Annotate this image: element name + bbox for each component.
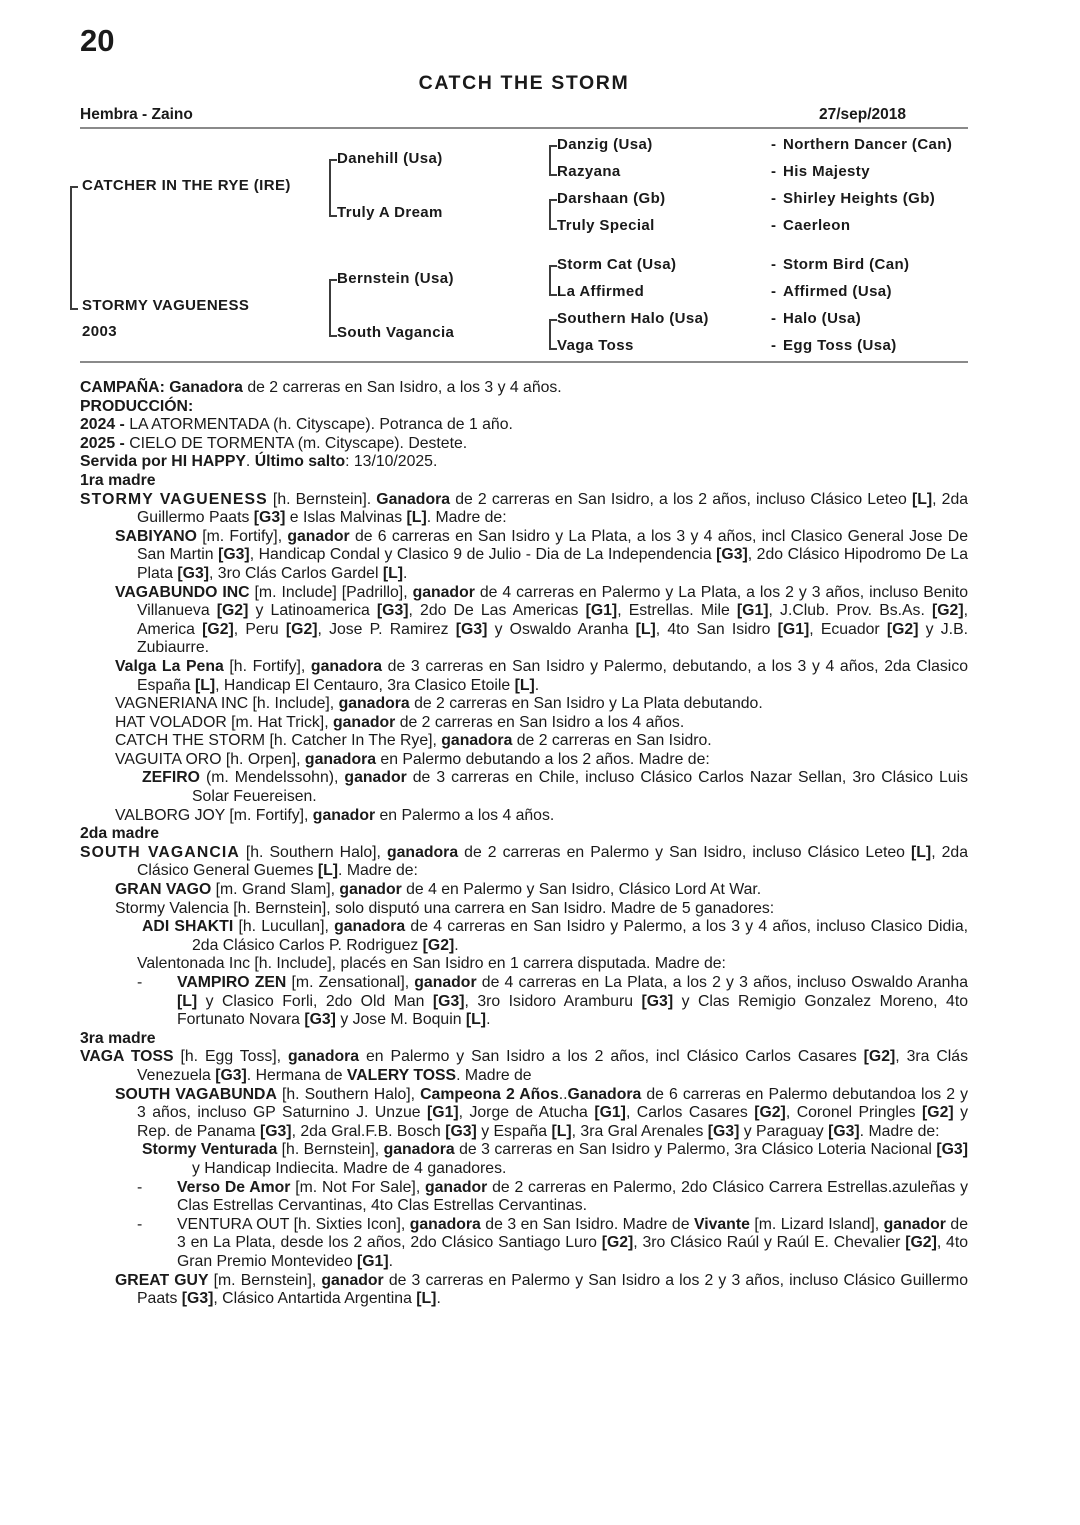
text-run: y Latinoamerica: [248, 602, 377, 620]
produce-record: [80, 379, 968, 1309]
text-run: VENTURA OUT [h. Sixties Icon],: [177, 1215, 410, 1233]
emphasis-text: [G2]: [422, 936, 455, 954]
text-run: y Paraguay: [739, 1122, 829, 1140]
text-run: [m. Bernstein],: [208, 1271, 322, 1289]
text-run: , Peru: [233, 620, 286, 638]
text-run: de 3 carreras en San Isidro y Palermo, debutando, a los 3 y 4 años, 2da Clasico España: [137, 657, 969, 694]
text-run: de 2 carreras en San Isidro, a los 2 años, incluso Clásico Leteo: [450, 490, 912, 508]
emphasis-text: [G1]: [594, 1104, 626, 1122]
emphasis-text: [L]: [465, 1011, 487, 1029]
pedigree-ancestor: Truly Special: [557, 217, 655, 234]
text-run: , 3ra Clás Venezuela: [137, 1048, 968, 1084]
emphasis-text: Verso De Amor: [177, 1178, 291, 1196]
emphasis-text: [G3]: [177, 564, 210, 582]
text-run: de 2 carreras en San Isidro.: [512, 732, 712, 750]
text-run: de 6 carreras en Palermo debutandoa los 2 y 3 años, incluso GP Saturnino J. Unzue: [137, 1085, 968, 1122]
gran-vago: [80, 881, 968, 900]
pedigree-connector-dash: -: [771, 310, 777, 327]
emphasis-text: ganador: [287, 527, 350, 545]
sabiyano: [80, 528, 968, 584]
valborg-joy: [80, 807, 968, 826]
pedigree-bracket: [549, 319, 557, 350]
text-run: HAT VOLADOR [m. Hat Trick],: [115, 713, 333, 731]
emphasis-text: ganadora: [409, 1215, 481, 1233]
emphasis-text: ADI SHAKTI: [142, 918, 234, 936]
emphasis-text: SOUTH VAGANCIA: [80, 843, 240, 861]
emphasis-text: PRODUCCIÓN:: [80, 397, 194, 415]
text-run: [h. Bernstein],: [277, 1141, 384, 1159]
pedigree-ancestor: - Halo (Usa): [771, 310, 862, 327]
emphasis-text: ganadora: [338, 695, 410, 713]
pedigree-ancestor: Danehill (Usa): [337, 150, 443, 167]
emphasis-text: [G3]: [445, 1122, 477, 1140]
text-run: de 3 en La Plata, desde los 2 años, 2do Clásico Santiago Luro: [177, 1215, 969, 1252]
text-run: , 2do Clásico Hipodromo De La Plata: [137, 546, 968, 582]
pedigree-sire: CATCHER IN THE RYE (IRE): [82, 177, 291, 194]
stormy-venturada: [80, 1141, 968, 1178]
emphasis-text: [L]: [911, 843, 932, 861]
text-run: [m. Not For Sale],: [290, 1178, 425, 1196]
text-run: ..: [558, 1085, 568, 1103]
pedigree-ancestor: Darshaan (Gb): [557, 190, 666, 207]
text-run: .: [436, 1290, 441, 1308]
text-run: : 13/10/2025.: [345, 453, 438, 471]
emphasis-text: [G3]: [641, 992, 674, 1010]
pedigree-ancestor: - Storm Bird (Can): [771, 256, 910, 273]
emphasis-text: [G2]: [601, 1234, 634, 1252]
vampiro-zen: [80, 974, 968, 1030]
pedigree-ancestor: Southern Halo (Usa): [557, 310, 709, 327]
emphasis-text: SABIYANO: [115, 527, 197, 545]
emphasis-text: [G3]: [215, 1066, 247, 1084]
emphasis-text: ganador: [883, 1215, 946, 1233]
emphasis-text: Ganadora: [376, 490, 451, 508]
emphasis-text: [L]: [406, 509, 427, 527]
pedigree-bracket: [549, 199, 557, 230]
text-run: . Madre de:: [338, 862, 418, 880]
pedigree-ancestor: Vaga Toss: [557, 337, 634, 354]
adi-shakti: [80, 918, 968, 955]
pedigree-ancestor: - His Majesty: [771, 163, 870, 180]
pedigree-connector-dash: -: [771, 136, 777, 153]
pedigree-connector-dash: -: [771, 163, 777, 180]
text-run: [h. Egg Toss],: [173, 1048, 288, 1066]
text-run: .: [388, 1252, 393, 1270]
text-run: de 4 en Palermo y San Isidro, Clásico Lord At War.: [401, 881, 762, 899]
pedigree-connector-dash: -: [771, 217, 777, 234]
pedigree-ancestor: Razyana: [557, 163, 621, 180]
emphasis-text: SOUTH VAGABUNDA: [115, 1085, 277, 1103]
pedigree-connector-dash: -: [771, 337, 777, 354]
list-dash: -: [137, 974, 143, 991]
emphasis-text: 2024 -: [80, 416, 130, 434]
text-run: . Madre de:: [426, 509, 507, 527]
vagabundo-inc: [80, 584, 968, 658]
emphasis-text: [L]: [177, 992, 198, 1010]
text-run: [h. Fortify],: [223, 657, 311, 675]
text-run: y Rep. de Panama: [137, 1104, 969, 1140]
text-run: , Coronel Pringles: [785, 1104, 923, 1122]
text-run: , Ecuador: [809, 620, 887, 638]
text-run: .: [486, 1011, 491, 1029]
emphasis-text: [G2]: [886, 620, 919, 638]
header-row: [80, 106, 968, 124]
pedigree-connector-dash: -: [771, 256, 777, 273]
text-run: CATCH THE STORM [h. Catcher In The Rye],: [115, 732, 442, 750]
text-run: [m. Zensational],: [286, 974, 415, 991]
text-run: [h. Bernstein].: [267, 490, 377, 508]
emphasis-text: [L]: [194, 676, 216, 694]
divider-top: [80, 127, 968, 129]
emphasis-text: ganador: [344, 769, 407, 787]
text-run: de 3 carreras en Palermo y San Isidro a los 2 y 3 años, incluso Clásico Guillermo Paats: [137, 1271, 968, 1308]
emphasis-text: [G2]: [202, 620, 234, 638]
pedigree-ancestor: La Affirmed: [557, 283, 645, 300]
stormy-vagueness: [80, 491, 968, 528]
emphasis-text: [L]: [635, 620, 656, 638]
emphasis-text: ganador: [412, 583, 475, 601]
text-run: de 4 carreras en Palermo y La Plata, a los 2 y 3 años, incluso Benito Villanueva: [137, 583, 969, 620]
pedigree-ancestor: Danzig (Usa): [557, 136, 653, 153]
text-run: [m. Include] [Padrillo],: [249, 583, 413, 601]
text-run: .: [454, 936, 459, 954]
list-dash: -: [137, 1178, 143, 1196]
servida-line: [80, 453, 968, 472]
emphasis-text: [G2]: [922, 1104, 954, 1122]
text-run: . Madre de: [456, 1066, 532, 1084]
text-run: [m. Grand Slam],: [211, 881, 340, 899]
south-vagabunda: [80, 1086, 968, 1142]
pedigree-bracket: [329, 159, 337, 217]
text-run: de 4 carreras en San Isidro y Palermo, a los 3 y 4 años, incluso Clasico Didia, 2da Clásico Carlos P. Rodriguez: [192, 918, 969, 954]
text-run: [m. Lizard Island],: [749, 1215, 884, 1233]
header-3ra-madre: [80, 1030, 968, 1049]
emphasis-text: ganador: [321, 1271, 384, 1289]
pedigree-bracket: [70, 186, 78, 310]
emphasis-text: ganador: [414, 974, 477, 991]
pedigree-ancestor: Storm Cat (Usa): [557, 256, 677, 273]
text-run: , Jose P. Ramirez: [317, 620, 456, 638]
text-run: LA ATORMENTADA (h. Cityscape). Potranca de 1 año.: [129, 416, 513, 434]
text-run: VAGUITA ORO [h. Orpen],: [115, 750, 305, 768]
emphasis-text: ganadora: [387, 843, 459, 861]
emphasis-text: GRAN VAGO: [115, 881, 212, 899]
text-run: y Handicap Indiecita. Madre de 4 ganadores.: [192, 1159, 507, 1177]
produccion-2025: [80, 435, 968, 454]
emphasis-text: 2da madre: [80, 825, 160, 843]
produccion-2024: [80, 416, 968, 435]
emphasis-text: STORMY VAGUENESS: [80, 490, 268, 508]
emphasis-text: Ganadora: [567, 1085, 642, 1103]
emphasis-text: [G3]: [716, 546, 748, 564]
ventura-out: [80, 1216, 968, 1272]
great-guy: [80, 1272, 968, 1309]
horse-name-title: CATCH THE STORM: [418, 72, 630, 94]
text-run: de 3 carreras en Chile, incluso Clásico Carlos Nazar Sellan, 3ro Clásico Luis Solar Feuereisen.: [192, 769, 968, 806]
pedigree-bracket: [549, 145, 557, 176]
text-run: de 2 carreras en San Isidro a los 4 años.: [395, 713, 685, 731]
emphasis-text: [G2]: [863, 1048, 896, 1066]
pedigree-ancestor: - Northern Dancer (Can): [771, 136, 953, 153]
stormy-valencia: [80, 900, 968, 919]
hat-volador: [80, 714, 968, 733]
valga-la-pena: [80, 658, 968, 695]
text-run: . Hermana de: [246, 1066, 347, 1084]
emphasis-text: [G1]: [585, 602, 618, 620]
text-run: , 4to San Isidro: [655, 620, 778, 638]
verso-de-amor: [80, 1179, 968, 1216]
pedigree-dam: STORMY VAGUENESS: [82, 297, 250, 314]
emphasis-text: [G1]: [427, 1104, 459, 1122]
pedigree-ancestor: South Vagancia: [337, 324, 455, 341]
emphasis-text: [G2]: [216, 602, 249, 620]
text-run: de 2 carreras en Palermo y San Isidro, incluso Clásico Leteo: [458, 843, 912, 861]
emphasis-text: [G3]: [253, 509, 286, 527]
text-run: VALBORG JOY [m. Fortify],: [115, 806, 313, 824]
emphasis-text: Servida por HI HAPPY: [80, 453, 246, 471]
emphasis-text: [G3]: [707, 1122, 740, 1140]
text-run: en Palermo debutando a los 2 años. Madre de:: [376, 750, 710, 768]
emphasis-text: [G3]: [828, 1122, 860, 1140]
text-run: , 2do De Las Americas: [408, 602, 586, 620]
emphasis-text: [L]: [416, 1290, 437, 1308]
text-run: , 3ro Clásico Raúl y Raúl E. Chevalier: [633, 1234, 906, 1252]
emphasis-text: ZEFIRO: [142, 769, 200, 787]
valentonada-inc: [80, 955, 968, 974]
text-run: VAGNERIANA INC [h. Include],: [115, 695, 339, 713]
south-vagancia: [80, 844, 968, 881]
emphasis-text: VALERY TOSS: [346, 1066, 457, 1084]
emphasis-text: [G3]: [455, 620, 488, 638]
emphasis-text: ganadora: [383, 1141, 455, 1159]
text-run: de 3 carreras en San Isidro y Palermo, 3ra Clásico Loteria Nacional: [454, 1141, 937, 1159]
text-run: , 2da Gral.F.B. Bosch: [291, 1122, 446, 1140]
text-run: Valentonada Inc [h. Include], placés en San Isidro en 1 carrera disputada. Madre de:: [137, 955, 726, 973]
pedigree-connector-dash: -: [771, 190, 777, 207]
text-run: .: [534, 676, 540, 694]
page-content: [80, 24, 968, 1309]
pedigree-ancestor: - Egg Toss (Usa): [771, 337, 897, 354]
emphasis-text: VAGABUNDO INC: [115, 583, 250, 601]
emphasis-text: [G2]: [285, 620, 318, 638]
text-run: [h. Lucullan],: [233, 918, 335, 936]
emphasis-text: Valga La Pena: [115, 657, 224, 675]
text-run: , America: [137, 602, 968, 638]
pedigree-dam-year: 2003: [82, 323, 117, 340]
emphasis-text: ganador: [425, 1178, 488, 1196]
header-1ra-madre: [80, 472, 968, 491]
emphasis-text: [G1]: [357, 1252, 389, 1270]
vaguita-oro: [80, 751, 968, 770]
pedigree-bracket: [549, 265, 557, 296]
text-run: , 3ra Gral Arenales: [571, 1122, 708, 1140]
pedigree-chart: [80, 137, 968, 361]
emphasis-text: 2025 -: [80, 434, 130, 452]
header-2da-madre: [80, 825, 968, 844]
text-run: de 4 carreras en La Plata, a los 2 y 3 años, incluso Oswaldo Aranha: [476, 974, 968, 991]
text-run: , Clásico Antartida Argentina: [213, 1290, 417, 1308]
text-run: .: [245, 453, 255, 471]
text-run: .: [403, 564, 408, 582]
divider-bottom: [80, 361, 968, 363]
text-run: y España: [476, 1122, 552, 1140]
catch-the-storm: [80, 732, 968, 751]
emphasis-text: [L]: [317, 862, 339, 880]
emphasis-text: Último salto: [254, 453, 346, 471]
text-run: , Carlos Casares: [625, 1104, 755, 1122]
emphasis-text: [G1]: [777, 620, 810, 638]
emphasis-text: [G2]: [905, 1234, 937, 1252]
text-run: [h. Southern Halo],: [239, 843, 387, 861]
emphasis-text: [G3]: [259, 1122, 292, 1140]
vagneriana-inc: [80, 695, 968, 714]
birth-date: 27/sep/2018: [818, 106, 906, 123]
emphasis-text: 3ra madre: [80, 1029, 156, 1047]
text-run: (m. Mendelssohn),: [199, 769, 345, 787]
emphasis-text: ganadora: [441, 732, 513, 750]
vaga-toss: [80, 1048, 968, 1085]
text-run: y Clasico Forli, 2do Old Man: [197, 992, 433, 1010]
text-run: , 4to Gran Premio Montevideo: [177, 1234, 968, 1270]
emphasis-text: ganadora: [310, 657, 383, 675]
emphasis-text: VAGA TOSS: [80, 1048, 174, 1066]
pedigree-ancestor: - Affirmed (Usa): [771, 283, 892, 300]
emphasis-text: [G3]: [936, 1141, 968, 1159]
text-run: , 3ro Clás Carlos Gardel: [209, 564, 383, 582]
emphasis-text: Stormy Venturada: [142, 1141, 278, 1159]
text-run: , Handicap El Centauro, 3ra Clasico Etoile: [215, 676, 515, 694]
emphasis-text: 1ra madre: [80, 471, 156, 489]
text-run: en Palermo a los 4 años.: [375, 806, 555, 824]
campana-line: [80, 379, 968, 398]
text-run: de 6 carreras en San Isidro y La Plata, a los 3 y 4 años, incl Clasico General Jose De San Martin: [137, 527, 968, 564]
emphasis-text: [L]: [382, 564, 404, 582]
text-run: , Handicap Condal y Clasico 9 de Julio - Dia de La Independencia: [249, 546, 717, 564]
pedigree-ancestor: Truly A Dream: [337, 204, 443, 221]
text-run: y Jose M. Boquin: [335, 1011, 466, 1029]
text-run: , Estrellas. Mile: [617, 602, 737, 620]
emphasis-text: Campeona 2 Años: [420, 1085, 559, 1103]
text-run: , 3ro Isidoro Aramburu: [464, 992, 642, 1010]
emphasis-text: ganadora: [287, 1048, 360, 1066]
text-run: de 3 en San Isidro. Madre de: [480, 1215, 694, 1233]
text-run: . Madre de:: [859, 1122, 940, 1140]
emphasis-text: [L]: [551, 1122, 572, 1140]
emphasis-text: [G1]: [736, 602, 769, 620]
emphasis-text: ganadora: [334, 918, 406, 936]
emphasis-text: VAMPIRO ZEN: [177, 974, 287, 991]
pedigree-ancestor: - Caerleon: [771, 217, 851, 234]
text-run: , Jorge de Atucha: [458, 1104, 595, 1122]
emphasis-text: ganadora: [304, 750, 377, 768]
list-dash: -: [137, 1215, 143, 1233]
text-run: de 2 carreras en Palermo, 2do Clásico Carrera Estrellas.azuleñas y Clas Estrellas Cervantinas, 4to Clas Estrellas Cervantinas.: [177, 1178, 969, 1215]
emphasis-text: [G2]: [754, 1104, 786, 1122]
emphasis-text: ganador: [339, 881, 402, 899]
emphasis-text: [G2]: [931, 602, 964, 620]
sex-coat-label: Hembra - Zaino: [80, 106, 193, 123]
emphasis-text: [L]: [911, 490, 933, 508]
text-run: y J.B. Zubiaurre.: [137, 620, 968, 657]
pedigree-connector-dash: -: [771, 283, 777, 300]
pedigree-bracket: [329, 279, 337, 337]
text-run: , 2da Clásico General Guemes: [137, 843, 968, 880]
emphasis-text: [L]: [514, 676, 535, 694]
produccion-header: [80, 398, 968, 417]
text-run: [m. Fortify],: [196, 527, 288, 545]
emphasis-text: Vivante: [693, 1215, 750, 1233]
text-run: CIELO DE TORMENTA (m. Cityscape). Destete.: [129, 434, 468, 452]
text-run: e Islas Malvinas: [285, 509, 407, 527]
zefiro: [80, 769, 968, 806]
emphasis-text: [G3]: [218, 546, 250, 564]
text-run: [h. Southern Halo],: [276, 1085, 421, 1103]
text-run: de 2 carreras en San Isidro y La Plata debutando.: [409, 695, 763, 713]
text-run: , 2da Guillermo Paats: [137, 490, 969, 527]
text-run: y Clas Remigio Gonzalez Moreno, 4to Fortunato Novara: [177, 992, 968, 1029]
emphasis-text: GREAT GUY: [115, 1271, 209, 1289]
emphasis-text: ganador: [312, 806, 376, 824]
text-run: y Oswaldo Aranha: [487, 620, 636, 638]
text-run: , J.Club. Prov. Bs.As.: [768, 602, 932, 620]
pedigree-ancestor: Bernstein (Usa): [337, 270, 454, 287]
emphasis-text: [G3]: [181, 1290, 214, 1308]
emphasis-text: [G3]: [432, 992, 465, 1010]
pedigree-ancestor: - Shirley Heights (Gb): [771, 190, 936, 207]
text-run: en Palermo y San Isidro a los 2 años, incl Clásico Carlos Casares: [359, 1048, 864, 1066]
emphasis-text: [G3]: [304, 1011, 336, 1029]
text-run: de 2 carreras en San Isidro, a los 3 y 4 años.: [242, 379, 562, 396]
page-number: 20: [80, 23, 115, 58]
emphasis-text: ganador: [332, 713, 396, 731]
emphasis-text: [G3]: [376, 602, 409, 620]
emphasis-text: CAMPAÑA: Ganadora: [80, 379, 243, 396]
text-run: Stormy Valencia [h. Bernstein], solo disputó una carrera en San Isidro. Madre de 5 ganadores:: [115, 899, 775, 917]
